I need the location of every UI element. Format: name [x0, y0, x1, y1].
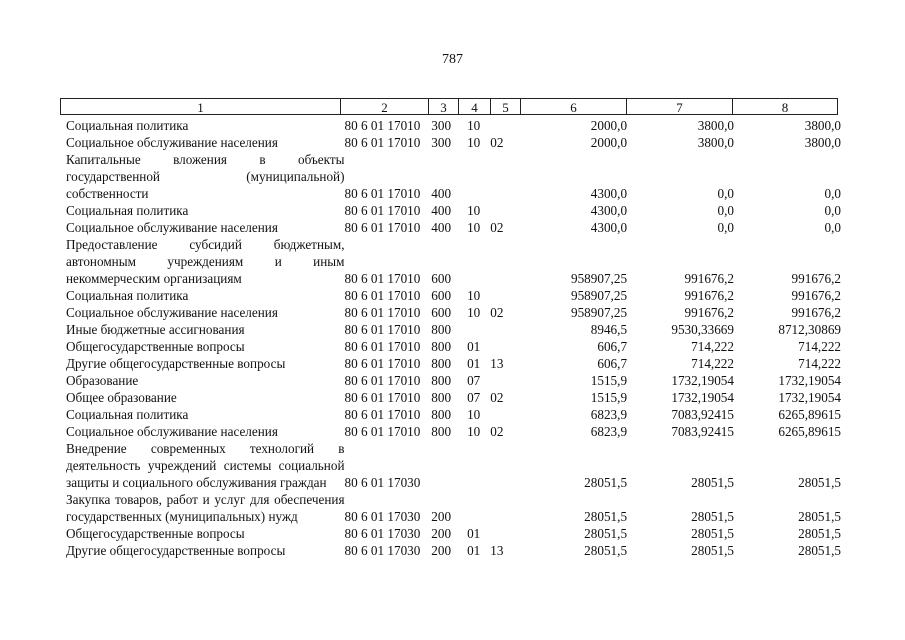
table-row — [66, 542, 841, 559]
row-value-col8: 714,222 — [798, 356, 841, 371]
row-value-col7: 28051,5 — [691, 526, 734, 541]
row-value-col8: 0,0 — [824, 186, 841, 201]
row-name: Капитальные вложения в объекты государственной (муниципальной) собственности — [66, 152, 345, 201]
row-value-col6: 1515,9 — [590, 373, 628, 388]
row-name: Закупка товаров, работ и услуг для обеспечения государственных (муниципальных) нужд — [66, 492, 345, 524]
row-code: 80 6 01 17010 — [344, 271, 421, 286]
row-name: Социальная политика — [66, 118, 189, 133]
row-value-col6: 958907,25 — [570, 271, 628, 286]
row-value-col6: 28051,5 — [584, 526, 628, 541]
row-name: Внедрение современных технологий в деятельность учреждений системы социальной защиты и социального обслуживания граждан — [66, 441, 345, 490]
row-name: Другие общегосударственные вопросы — [66, 356, 286, 371]
header-col-2: 2 — [340, 98, 428, 115]
row-value-col7: 3800,0 — [697, 135, 734, 150]
row-value-col6: 8946,5 — [590, 322, 628, 337]
row-section — [462, 151, 486, 202]
row-value-col8: 3800,0 — [804, 118, 841, 133]
table-header — [60, 98, 838, 117]
row-value-col7: 1732,19054 — [671, 373, 734, 388]
row-expense-type: 800 — [431, 390, 452, 405]
row-value-col7: 991676,2 — [684, 305, 734, 320]
row-code: 80 6 01 17010 — [344, 322, 421, 337]
row-subsection: 13 — [490, 356, 504, 371]
row-name: Общее образование — [66, 390, 177, 405]
row-value-col8: 8712,30869 — [778, 322, 841, 337]
row-value-col6: 958907,25 — [570, 288, 628, 303]
row-name: Социальная политика — [66, 203, 189, 218]
row-code: 80 6 01 17030 — [344, 543, 421, 558]
row-value-col7: 0,0 — [717, 203, 734, 218]
header-col-5: 5 — [490, 98, 520, 115]
row-subsection — [486, 321, 508, 338]
table-row — [66, 338, 841, 355]
row-section: 01 — [467, 339, 481, 354]
row-value-col8: 6265,89615 — [778, 407, 841, 422]
row-section — [462, 236, 486, 287]
table-row — [66, 321, 841, 338]
row-value-col7: 714,222 — [691, 356, 734, 371]
table-row — [66, 355, 841, 372]
row-value-col7: 28051,5 — [691, 543, 734, 558]
row-expense-type: 600 — [431, 305, 452, 320]
row-section: 01 — [467, 356, 481, 371]
table-row — [66, 287, 841, 304]
row-code: 80 6 01 17010 — [344, 373, 421, 388]
row-subsection — [486, 406, 508, 423]
row-value-col7: 7083,92415 — [671, 424, 734, 439]
row-value-col6: 958907,25 — [570, 305, 628, 320]
header-col-1: 1 — [60, 98, 340, 115]
row-subsection: 02 — [490, 424, 504, 439]
row-value-col7: 991676,2 — [684, 271, 734, 286]
row-code: 80 6 01 17030 — [344, 509, 421, 524]
row-name: Социальное обслуживание населения — [66, 135, 278, 150]
table-row — [66, 423, 841, 440]
row-subsection — [486, 338, 508, 355]
row-section: 10 — [467, 288, 481, 303]
row-code: 80 6 01 17030 — [344, 475, 421, 490]
row-expense-type: 800 — [431, 356, 452, 371]
row-value-col8: 991676,2 — [791, 305, 841, 320]
row-name: Социальная политика — [66, 288, 189, 303]
row-value-col6: 4300,0 — [590, 203, 628, 218]
row-value-col6: 2000,0 — [590, 135, 628, 150]
row-section: 10 — [467, 118, 481, 133]
row-value-col8: 3800,0 — [804, 135, 841, 150]
row-subsection — [486, 491, 508, 525]
row-code: 80 6 01 17010 — [344, 220, 421, 235]
table-row — [66, 525, 841, 542]
row-value-col6: 1515,9 — [590, 390, 628, 405]
row-value-col8: 28051,5 — [798, 509, 841, 524]
row-value-col8: 28051,5 — [798, 543, 841, 558]
row-subsection — [486, 236, 508, 287]
row-value-col8: 1732,19054 — [778, 390, 841, 405]
row-code: 80 6 01 17010 — [344, 424, 421, 439]
row-value-col8: 28051,5 — [798, 526, 841, 541]
row-value-col6: 606,7 — [597, 339, 628, 354]
row-expense-type: 800 — [431, 322, 452, 337]
row-value-col7: 28051,5 — [691, 475, 734, 490]
row-subsection — [486, 525, 508, 542]
row-expense-type: 800 — [431, 424, 452, 439]
row-name: Образование — [66, 373, 139, 388]
row-expense-type: 200 — [431, 526, 452, 541]
row-value-col8: 991676,2 — [791, 271, 841, 286]
row-value-col7: 7083,92415 — [671, 407, 734, 422]
row-code: 80 6 01 17010 — [344, 118, 421, 133]
row-subsection: 02 — [490, 220, 504, 235]
row-subsection — [486, 117, 508, 134]
row-section — [462, 440, 486, 491]
header-col-6: 6 — [520, 98, 626, 115]
table-row — [66, 117, 841, 134]
row-name: Общегосударственные вопросы — [66, 526, 245, 541]
row-section: 10 — [467, 220, 481, 235]
row-expense-type: 800 — [431, 373, 452, 388]
row-code: 80 6 01 17010 — [344, 186, 421, 201]
row-value-col6: 28051,5 — [584, 475, 628, 490]
row-value-col7: 3800,0 — [697, 118, 734, 133]
header-col-7: 7 — [626, 98, 732, 115]
row-value-col8: 0,0 — [824, 220, 841, 235]
row-value-col7: 1732,19054 — [671, 390, 734, 405]
row-value-col6: 606,7 — [597, 356, 628, 371]
row-name: Социальное обслуживание населения — [66, 305, 278, 320]
row-name: Социальная политика — [66, 407, 189, 422]
row-section: 10 — [467, 305, 481, 320]
row-section — [462, 321, 486, 338]
row-subsection — [486, 202, 508, 219]
row-expense-type: 200 — [431, 543, 452, 558]
row-value-col8: 28051,5 — [798, 475, 841, 490]
row-value-col8: 714,222 — [798, 339, 841, 354]
table-row — [66, 202, 841, 219]
row-value-col6: 28051,5 — [584, 543, 628, 558]
table-row — [66, 372, 841, 389]
row-section: 07 — [467, 390, 481, 405]
row-value-col7: 9530,33669 — [671, 322, 734, 337]
row-section: 10 — [467, 135, 481, 150]
row-code: 80 6 01 17010 — [344, 203, 421, 218]
row-code: 80 6 01 17010 — [344, 407, 421, 422]
row-code: 80 6 01 17010 — [344, 339, 421, 354]
row-code: 80 6 01 17010 — [344, 305, 421, 320]
row-name: Другие общегосударственные вопросы — [66, 543, 286, 558]
row-value-col6: 4300,0 — [590, 186, 628, 201]
row-code: 80 6 01 17010 — [344, 135, 421, 150]
header-col-4: 4 — [458, 98, 490, 115]
row-section: 10 — [467, 407, 481, 422]
row-value-col6: 4300,0 — [590, 220, 628, 235]
row-value-col7: 0,0 — [717, 186, 734, 201]
row-expense-type — [431, 440, 461, 491]
row-value-col7: 714,222 — [691, 339, 734, 354]
row-expense-type: 300 — [431, 118, 452, 133]
row-value-col6: 6823,9 — [590, 407, 628, 422]
row-subsection — [486, 440, 508, 491]
row-value-col7: 991676,2 — [684, 288, 734, 303]
row-expense-type: 300 — [431, 135, 452, 150]
table-row — [66, 236, 841, 287]
row-subsection — [486, 151, 508, 202]
row-value-col6: 2000,0 — [590, 118, 628, 133]
row-expense-type: 800 — [431, 339, 452, 354]
table-row — [66, 491, 841, 525]
row-section: 07 — [467, 373, 481, 388]
row-code: 80 6 01 17010 — [344, 356, 421, 371]
row-name: Социальное обслуживание населения — [66, 220, 278, 235]
row-expense-type: 200 — [431, 509, 452, 524]
row-value-col7: 28051,5 — [691, 509, 734, 524]
table-row — [66, 389, 841, 406]
row-subsection: 13 — [490, 543, 504, 558]
row-value-col8: 0,0 — [824, 203, 841, 218]
row-expense-type: 400 — [431, 203, 452, 218]
row-section: 01 — [467, 543, 481, 558]
table-row — [66, 219, 841, 236]
row-section: 10 — [467, 203, 481, 218]
header-col-8: 8 — [732, 98, 838, 115]
row-expense-type: 400 — [431, 186, 452, 201]
page-number: 787 — [442, 52, 463, 67]
row-subsection: 02 — [490, 305, 504, 320]
row-subsection — [486, 372, 508, 389]
table-row — [66, 440, 841, 491]
row-name: Предоставление субсидий бюджетным, автономным учреждениям и иным некоммерческим организациям — [66, 237, 345, 286]
row-subsection: 02 — [490, 135, 504, 150]
row-value-col6: 28051,5 — [584, 509, 628, 524]
row-value-col8: 6265,89615 — [778, 424, 841, 439]
row-section: 01 — [467, 526, 481, 541]
row-value-col6: 6823,9 — [590, 424, 628, 439]
header-col-3: 3 — [428, 98, 458, 115]
row-code: 80 6 01 17010 — [344, 288, 421, 303]
row-section: 10 — [467, 424, 481, 439]
table-row — [66, 134, 841, 151]
budget-table — [66, 117, 841, 559]
row-value-col7: 0,0 — [717, 220, 734, 235]
row-expense-type: 600 — [431, 288, 452, 303]
row-name: Иные бюджетные ассигнования — [66, 322, 245, 337]
table-row — [66, 304, 841, 321]
table-row — [66, 151, 841, 202]
row-expense-type: 400 — [431, 220, 452, 235]
row-code: 80 6 01 17010 — [344, 390, 421, 405]
row-subsection — [486, 287, 508, 304]
row-value-col8: 991676,2 — [791, 288, 841, 303]
row-expense-type: 800 — [431, 407, 452, 422]
row-name: Социальное обслуживание населения — [66, 424, 278, 439]
row-value-col8: 1732,19054 — [778, 373, 841, 388]
row-subsection: 02 — [490, 390, 504, 405]
row-name: Общегосударственные вопросы — [66, 339, 245, 354]
row-section — [462, 491, 486, 525]
row-expense-type: 600 — [431, 271, 452, 286]
row-code: 80 6 01 17030 — [344, 526, 421, 541]
table-row — [66, 406, 841, 423]
